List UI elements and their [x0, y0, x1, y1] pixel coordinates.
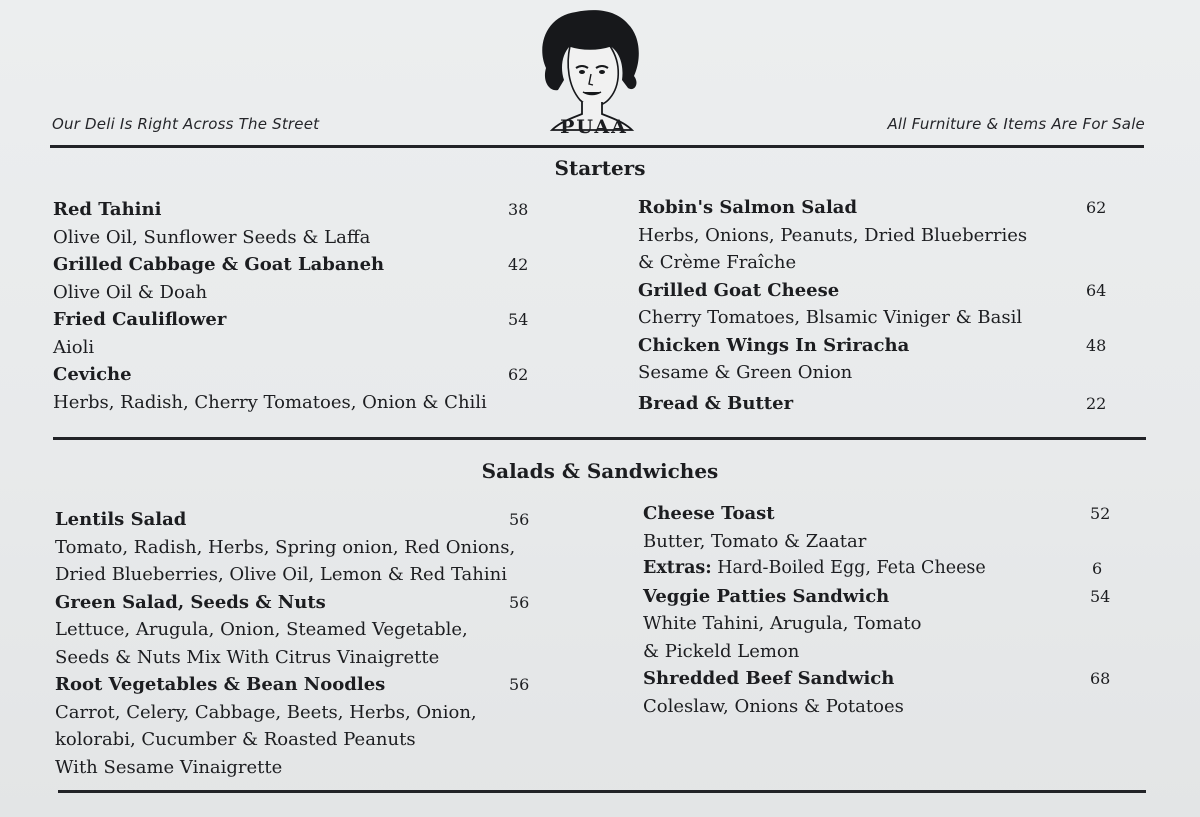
extras-label: Extras: [643, 558, 712, 578]
item-name: Ceviche [53, 364, 132, 385]
item-price: 48 [1086, 335, 1107, 355]
menu-item [55, 506, 535, 589]
item-name: Cheese Toast [643, 503, 775, 524]
menu-item [643, 583, 1123, 666]
item-name: Grilled Goat Cheese [638, 279, 840, 301]
item-name: Grilled Cabbage & Goat Labaneh [53, 254, 385, 275]
item-description: Seeds & Nuts Mix With Citrus Vinaigrette [55, 646, 440, 668]
starters-right-column [638, 194, 1118, 417]
item-price: 68 [1090, 669, 1111, 688]
item-name: Chicken Wings In Sriracha [638, 334, 910, 356]
menu-item [53, 251, 533, 306]
menu-item [53, 196, 533, 251]
item-price: 56 [509, 675, 530, 694]
item-price: 38 [508, 200, 529, 219]
brand-name: PUAA [560, 116, 628, 138]
tagline-furniture: All Furniture & Items Are For Sale [887, 115, 1145, 133]
item-price: 54 [1090, 586, 1111, 606]
divider-top [50, 145, 1144, 148]
item-description: White Tahini, Arugula, Tomato [643, 613, 922, 634]
item-name: Root Vegetables & Bean Noodles [55, 674, 386, 695]
starters-left-column [53, 196, 533, 416]
section-title-starters: Starters [554, 156, 646, 180]
item-price: 64 [1086, 280, 1107, 300]
item-name: Shredded Beef Sandwich [643, 668, 895, 689]
item-description: Lettuce, Arugula, Onion, Steamed Vegetable, [55, 619, 468, 640]
tagline-deli: Our Deli Is Right Across The Street [52, 115, 320, 133]
extras-line [643, 555, 1123, 583]
item-description: Herbs, Onions, Peanuts, Dried Blueberries [638, 224, 1028, 246]
item-description: With Sesame Vinaigrette [55, 756, 283, 778]
item-description: kolorabi, Cucumber & Roasted Peanuts [55, 729, 416, 750]
item-name: Lentils Salad [55, 509, 187, 530]
item-price: 56 [509, 510, 530, 529]
item-name: Bread & Butter [638, 392, 794, 414]
item-description: Sesame & Green Onion [638, 362, 853, 383]
menu-item [55, 671, 535, 781]
item-price: 52 [1090, 504, 1111, 523]
menu-item [53, 361, 533, 416]
item-name: Green Salad, Seeds & Nuts [55, 591, 326, 613]
item-description: Olive Oil, Sunflower Seeds & Laffa [53, 226, 371, 248]
divider-bottom [58, 790, 1146, 793]
item-description: Cherry Tomatoes, Blsamic Viniger & Basil [638, 307, 1023, 328]
item-price: 62 [508, 365, 529, 384]
item-description: Olive Oil & Doah [53, 281, 208, 303]
item-name: Veggie Patties Sandwich [643, 585, 890, 607]
item-description: Aioli [53, 336, 95, 358]
item-description: Tomato, Radish, Herbs, Spring onion, Red Onions, [55, 536, 516, 558]
menu-item [55, 589, 535, 672]
menu-item [53, 306, 533, 361]
item-description: & Pickeld Lemon [643, 640, 800, 662]
menu-item [638, 194, 1118, 277]
item-description: & Crème Fraîche [638, 252, 797, 273]
item-price: 42 [508, 255, 529, 274]
item-price: 54 [508, 310, 529, 329]
menu-item [638, 277, 1118, 332]
menu-item [643, 500, 1123, 555]
item-description: Carrot, Celery, Cabbage, Beets, Herbs, Onion, [55, 701, 477, 723]
item-price: 22 [1086, 393, 1107, 413]
menu-item [643, 665, 1123, 720]
menu-item [638, 332, 1118, 387]
salads-left-column [55, 506, 535, 781]
item-description: Herbs, Radish, Cherry Tomatoes, Onion & Chili [53, 391, 487, 413]
item-description: Butter, Tomato & Zaatar [643, 530, 867, 552]
item-price: 62 [1086, 198, 1107, 217]
menu-item [638, 390, 1118, 418]
divider-middle [53, 437, 1146, 440]
salads-right-column [643, 500, 1123, 720]
item-description: Coleslaw, Onions & Potatoes [643, 695, 904, 717]
item-name: Robin's Salmon Salad [638, 197, 858, 218]
item-price: 6 [1092, 559, 1103, 578]
item-price: 56 [509, 592, 530, 612]
item-name: Red Tahini [53, 199, 162, 220]
item-name: Fried Cauliflower [53, 309, 227, 330]
item-description: Dried Blueberries, Olive Oil, Lemon & Red Tahini [55, 564, 507, 585]
extras-text: Hard-Boiled Egg, Feta Cheese [711, 558, 986, 578]
section-title-salads: Salads & Sandwiches [481, 459, 719, 483]
